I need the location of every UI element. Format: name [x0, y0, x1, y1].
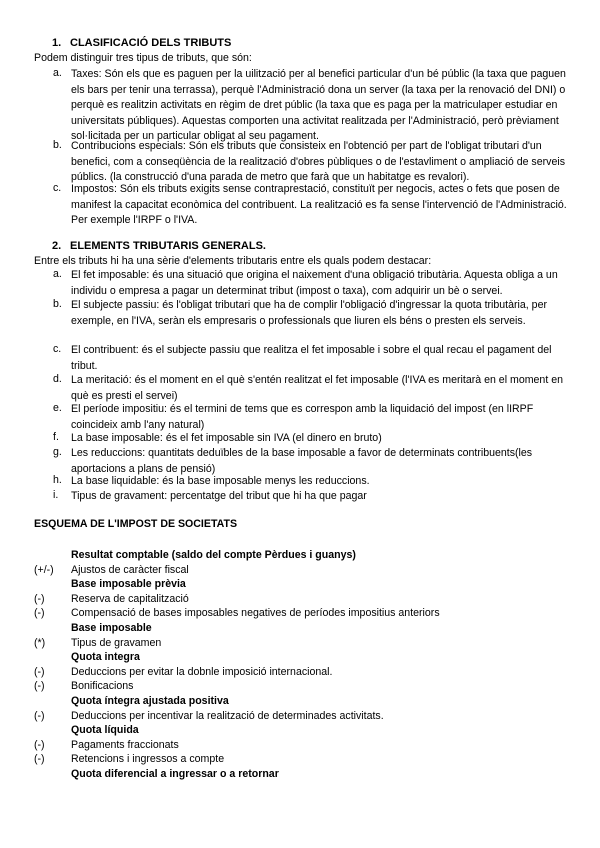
list-text: Taxes: Són els que es paguen per la uilització per al benefici particular d'un bé públic (la taxa que paguen els bars per tenir una terrassa), perquè l'Administració dona un server (la taxa per la renovació del DNI) o perquè es realitzin activitats en règim de dret públic (la taxa que es paga per la matriculaper estudiar en universitats públiques). Aquestas comporten una activitat realitzada per l'Administració, però prèviament sol·licitada per un particular obligat al seu pagament. — [71, 68, 566, 142]
section2-title: ELEMENTS TRIBUTARIS GENERALS. — [70, 240, 266, 252]
schema-result-row — [34, 694, 574, 708]
schema-label: Base imposable prèvia — [71, 578, 186, 591]
list-marker: d. — [53, 373, 62, 385]
schema-label: Base imposable — [71, 622, 152, 634]
list-marker: i. — [53, 489, 59, 501]
schema-adjustment-row — [34, 665, 574, 679]
schema-label: Deduccions per evitar la dobnle imposició internacional. — [71, 665, 333, 678]
list-marker: c. — [53, 182, 62, 194]
schema-result-row — [34, 650, 574, 664]
list-text: La base imposable: és el fet imposable sin IVA (el dinero en bruto) — [71, 432, 382, 444]
schema-sign: (-) — [34, 607, 45, 620]
schema-sign: (-) — [34, 709, 45, 722]
schema-sign: (-) — [34, 680, 45, 693]
schema-label: Tipus de gravamen — [71, 636, 162, 649]
schema-label: Reserva de capitalització — [71, 592, 189, 605]
schema-label: Quota integra — [71, 651, 140, 664]
schema-label: Quota líquida — [71, 724, 139, 737]
schema-label: Retencions i ingressos a compte — [71, 753, 225, 766]
list-text: La base liquidable: és la base imposable menys les reduccions. — [71, 475, 370, 487]
schema-sign: (-) — [34, 592, 45, 605]
section2-heading — [52, 240, 266, 252]
schema-sign: (*) — [34, 636, 46, 649]
list-text: El fet imposable: és una situació que origina el naixement d'una obligació tributària. Aquesta obliga a un individu o empresa a pagar un determinat tribut (impost o taxa), com adquirir un bè o servei. — [71, 269, 558, 297]
schema-adjustment-row — [34, 679, 574, 693]
schema-adjustment-row — [34, 636, 574, 650]
schema-label: Quota íntegra ajustada positiva — [71, 695, 229, 707]
schema-adjustment-row — [34, 752, 574, 766]
schema-sign: (-) — [34, 738, 45, 751]
schema-label: Quota diferencial a ingressar o a retornar — [71, 768, 279, 780]
schema-result-row — [34, 577, 574, 591]
section1-heading — [52, 37, 231, 49]
list-marker: b. — [53, 139, 62, 151]
schema-label: Pagaments fraccionats — [71, 738, 179, 751]
schema-adjustment-row — [34, 563, 574, 577]
schema-result-row — [34, 548, 574, 562]
section1-number: 1. — [52, 37, 62, 49]
list-marker: b. — [53, 298, 62, 310]
schema-adjustment-row — [34, 592, 574, 606]
list-marker: c. — [53, 343, 62, 355]
list-text: Tipus de gravament: percentatge del tribut que hi ha que pagar — [71, 490, 367, 502]
list-marker: f. — [53, 431, 59, 443]
list-marker: h. — [53, 474, 62, 486]
schema-adjustment-row — [34, 709, 574, 723]
schema-label: Deduccions per incentivar la realització de determinades activitats. — [71, 709, 384, 722]
schema-result-row — [34, 723, 574, 737]
schema-sign: (-) — [34, 665, 45, 678]
list-marker: a. — [53, 268, 62, 280]
list-text: Contribucions especials: Són els tributs que consisteix en l'obtenció per part de l'obligat tributari d'un benefici, com a conseqüència de la realització d'obres pùbliques o de l'estavliment o ampliació de serveis públics. (la construcció d'una parada de metro que farà que un habitatge es revalori). — [71, 140, 565, 183]
list-text: Les reduccions: quantitats deduïbles de la base imposable a favor de determinats contribuents(les aportacions a plans de pensió) — [71, 447, 533, 475]
list-text: El contribuent: és el subjecte passiu que realitza el fet imposable i sobre el qual recau el pagament del tribut. — [71, 344, 552, 372]
schema-sign: (+/-) — [34, 563, 54, 576]
list-marker: g. — [53, 446, 62, 458]
schema-adjustment-row — [34, 606, 574, 620]
schema-result-row — [34, 621, 574, 635]
list-text: El període impositiu: és el termini de tems que es correspon amb la liquidació del impost (en lIRPF coincideix amb l'any natural) — [71, 403, 534, 431]
section2-number: 2. — [52, 240, 62, 252]
section2-intro: Entre els tributs hi ha una sèrie d'elements tributaris entre els quals podem destacar: — [34, 255, 432, 267]
section1-intro: Podem distinguir tres tipus de tributs, que són: — [34, 52, 252, 64]
schema-title: ESQUEMA DE L'IMPOST DE SOCIETATS — [34, 518, 238, 530]
list-text: Impostos: Són els tributs exigits sense contraprestació, constituït per negocis, actes o fets que posen de manifest la capacitat econòmica del contribuent. La realització es fa sense l'intervenció de l'Administració. Per exemple l'IRPF o l'IVA. — [71, 183, 567, 226]
schema-adjustment-row — [34, 738, 574, 752]
list-marker: a. — [53, 67, 62, 79]
schema-result-row — [34, 767, 574, 781]
schema-sign: (-) — [34, 753, 45, 766]
list-text: La meritació: és el moment en el què s'entén realitzat el fet imposable (l'IVA es meritarà en el moment en què es presti el servei) — [71, 374, 563, 402]
schema-label: Bonificacions — [71, 680, 134, 693]
schema-label: Compensació de bases imposables negatives de períodes impositius anteriors — [71, 607, 440, 620]
schema-label: Ajustos de caràcter fiscal — [71, 563, 189, 576]
section1-title: CLASIFICACIÓ DELS TRIBUTS — [70, 37, 232, 49]
list-marker: e. — [53, 402, 62, 414]
schema-label: Resultat comptable (saldo del compte Pèrdues i guanys) — [71, 549, 356, 561]
list-text: El subjecte passiu: és l'obligat tributari que ha de complir l'obligació d'ingressar la quota tributària, per exemple, en l'IVA, seràn els empresaris o professionals que liuren els béns o presten els serveis. — [71, 299, 547, 327]
